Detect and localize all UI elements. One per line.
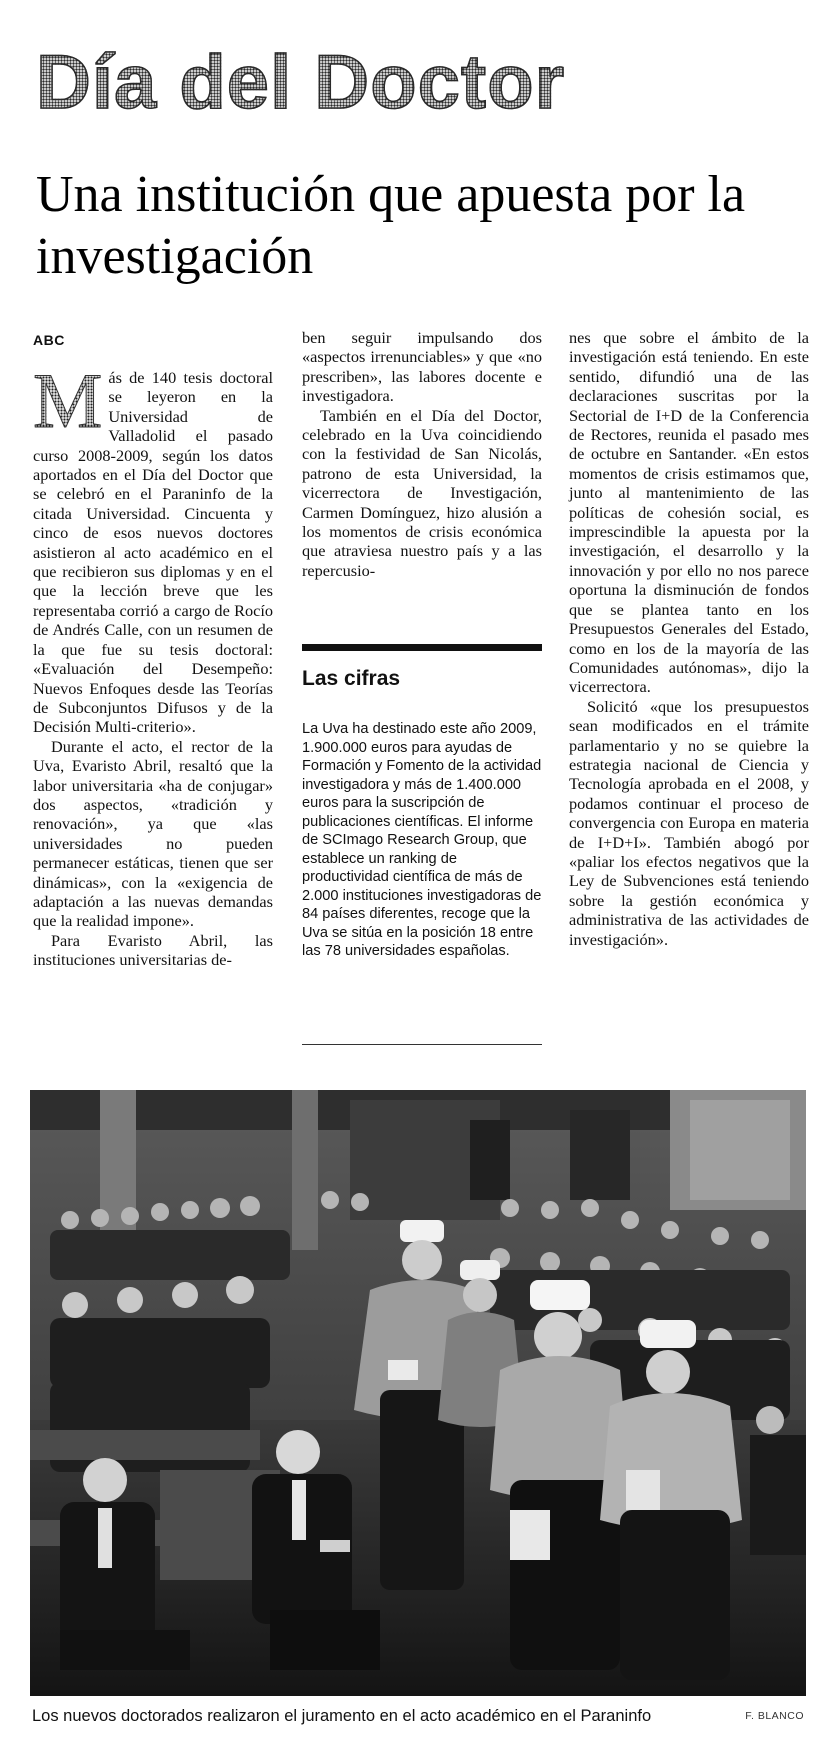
headline: Una institución que apuesta por la investigación	[36, 166, 746, 285]
article-paragraph: Para Evaristo Abril, las instituciones universitarias de-	[33, 930, 273, 970]
sidebar-box-top-rule	[302, 644, 542, 651]
drop-cap: M	[33, 357, 103, 444]
photo-caption: Los nuevos doctorados realizaron el juramento en el acto académico en el Paraninfo	[32, 1707, 652, 1725]
article-paragraph: También en el Día del Doctor, celebrado en la Uva coincidiendo con la festividad de San Nicolás, patrono de esta Universidad, la vicerrectora de Investigación, Carmen Domínguez, hizo alusión a los momentos de crisis económica que atraviesa nuestro país y a las repercusio-	[302, 405, 542, 580]
paragraph-text: ás de 140 tesis doctoral se leyeron en la Universidad de Valladolid el pasado curso 2008-2009, según los datos aportados en el Día del Doctor que se celebró en el Paraninfo de la citada Universidad. Cincuenta y cinco de esos nuevos doctores asistieron al acto académico en el que recibieron sus diplomas y en el que la lección breve que les representaba corrió a cargo de Rocío de Andrés Calle, con un resumen de la que fue su tesis doctoral: «Evaluación del Desempeño: Nuevos Enfoques desde las Teorías de Subconjuntos Difusos y de la Decisión Multi-criterio».	[33, 368, 273, 737]
sidebar-box-title: Las cifras	[302, 667, 401, 690]
byline: ABC	[33, 332, 65, 348]
sidebar-box-text: La Uva ha destinado este año 2009, 1.900.000 euros para ayudas de Formación y Fomento de la actividad investigadora y más de 1.400.000 euros para la suscripción de publicaciones científicas. El informe de SCImago Research Group, que establece un ranking de productividad científica de más de 2.000 instituciones investigadoras de 84 países diferentes, recoge que la Uva se sitúa en la posición 18 entre las 78 universidades españolas.	[302, 721, 542, 959]
article-paragraph	[33, 357, 273, 737]
ceremony-photo	[30, 1090, 806, 1696]
photo-credit: F. BLANCO	[745, 1710, 804, 1722]
sidebar-box-bottom-rule	[302, 1044, 542, 1045]
article-column-3	[569, 328, 809, 949]
article-paragraph: Durante el acto, el rector de la Uva, Evaristo Abril, resaltó que la labor universitaria «ha de conjugar» dos aspectos, «tradición y renovación», ya que «las universidades no pueden permanecer estáticas, tienen que ser dinámicas», con la «exigencia de adaptación a las nuevas demandas que la realidad impone».	[33, 736, 273, 931]
article-paragraph: ben seguir impulsando dos «aspectos irrenunciables» y que «no prescriben», las labores docente e investigadora.	[302, 328, 542, 406]
article-paragraph: Solicitó «que los presupuestos sean modificados en el trámite parlamentario y no se quiebre la estrategia nacional de Ciencia y Tecnología aprobada en el 2008, y podamos continuar el proceso de convergencia con Europa en materia de I+D+I». También abogó por «paliar los efectos negativos que la Ley de Subvenciones está teniendo sobre la gestión económica y administrativa de las actividades de investigación».	[569, 696, 809, 949]
article-column-2	[302, 328, 542, 580]
article-column-1	[33, 357, 273, 970]
ceremony-photo-illustration	[30, 1090, 806, 1696]
section-title: Día del Doctor	[36, 38, 796, 128]
article-paragraph: nes que sobre el ámbito de la investigación está teniendo. En este sentido, difundió una de las declaraciones suscritas por la Sectorial de I+D de la Conferencia de Rectores, reunida el pasado mes de octubre en Santander. «En estos momentos de crisis estimamos que, junto al mantenimiento de las políticas de cohesión social, es imprescindible la apuesta por la investigación, el desarrollo y la innovación y por ello no nos parece oportuna la disminución de fondos que se plantea tanto en los Presupuestos Generales del Estado, como en los de la mayoría de las Comunidades autónomas», dijo la vicerrectora.	[569, 328, 809, 697]
